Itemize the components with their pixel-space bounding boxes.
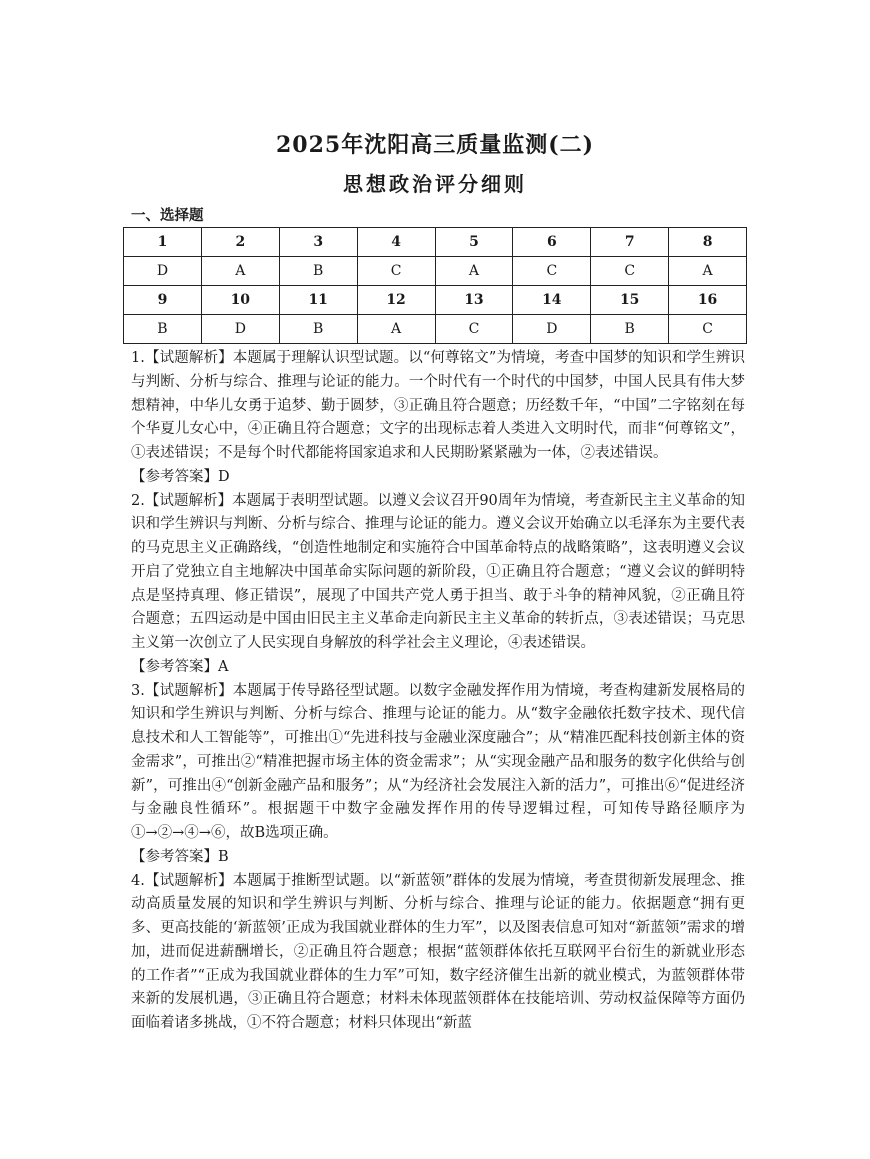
page-title: 2025年沈阳高三质量监测(二) xyxy=(275,132,595,158)
table-cell: D xyxy=(513,315,591,344)
page-subtitle: 思想政治评分细则 xyxy=(343,172,527,196)
table-cell: C xyxy=(513,257,591,286)
question-4-analysis: 4.【试题解析】本题属于推断型试题。以“新蓝领”群体的发展为情境，考查贯彻新发展理念、推动高质量发展的知识和学生辨识与判断、分析与综合、推理与论证的能力。依据题意“拥有更多、更高技能的‘新蓝领’正成为我国就业群体的生力军”，以及图表信息可知对“新蓝领”需求的增加，进而促进薪酬增长，②正确且符合题意；根据“蓝领群体依托互联网平台衍生的新就业形态的工作者”“正成为我国就业群体的生力军”可知，数字经济催生出新的就业模式，为蓝领群体带来新的发展机遇，③正确且符合题意；材料未体现蓝领群体在技能培训、劳动权益保障等方面仍面临着诸多挑战，①不符合题意；材料只体现出“新蓝 xyxy=(131,872,745,1031)
section-heading: 一、选择题 xyxy=(131,207,204,224)
table-cell: C xyxy=(435,315,513,344)
table-cell: A xyxy=(201,257,279,286)
table-cell: 1 xyxy=(124,228,202,257)
question-1-answer: 【参考答案】D xyxy=(131,468,230,485)
table-cell: 15 xyxy=(591,286,669,315)
table-cell: C xyxy=(669,315,747,344)
table-cell: C xyxy=(591,257,669,286)
table-cell: 5 xyxy=(435,228,513,257)
table-cell: A xyxy=(435,257,513,286)
table-cell: A xyxy=(357,315,435,344)
table-cell: B xyxy=(279,315,357,344)
question-3-analysis: 3.【试题解析】本题属于传导路径型试题。以数字金融发挥作用为情境，考查构建新发展格局的知识和学生辨识与判断、分析与综合、推理与论证的能力。从“数字金融依托数字技术、现代信息技术和人工智能等”，可推出①“先进科技与金融业深度融合”；从“精准匹配科技创新主体的资金需求”，可推出②“精准把握市场主体的资金需求”；从“实现金融产品和服务的数字化供给与创新”，可推出④“创新金融产品和服务”；从“为经济社会发展注入新的活力”，可推出⑥“促进经济与金融良性循环”。根据题干中数字金融发挥作用的传导逻辑过程，可知传导路径顺序为①→②→④→⑥，故B选项正确。 xyxy=(131,682,745,841)
table-cell: 8 xyxy=(669,228,747,257)
table-cell: A xyxy=(669,257,747,286)
table-cell: 4 xyxy=(357,228,435,257)
table-cell: B xyxy=(591,315,669,344)
table-cell: 3 xyxy=(279,228,357,257)
explanation-body xyxy=(131,347,745,1036)
answer-table xyxy=(123,227,747,344)
table-row xyxy=(124,315,747,344)
table-cell: 11 xyxy=(279,286,357,315)
table-cell: 9 xyxy=(124,286,202,315)
question-3-answer: 【参考答案】B xyxy=(131,848,229,865)
table-cell: 16 xyxy=(669,286,747,315)
table-cell: 14 xyxy=(513,286,591,315)
table-cell: D xyxy=(124,257,202,286)
question-2-analysis: 2.【试题解析】本题属于表明型试题。以遵义会议召开90周年为情境，考查新民主主义革命的知识和学生辨识与判断、分析与综合、推理与论证的能力。遵义会议开始确立以毛泽东为主要代表的马克思主义正确路线，“创造性地制定和实施符合中国革命特点的战略策略”，这表明遵义会议开启了党独立自主地解决中国革命实际问题的新阶段，①正确且符合题意；“遵义会议的鲜明特点是坚持真理、修正错误”，展现了中国共产党人勇于担当、敢于斗争的精神风貌，②正确且符合题意；五四运动是中国由旧民主主义革命走向新民主主义革命的转折点，③表述错误；马克思主义第一次创立了人民实现自身解放的科学社会主义理论，④表述错误。 xyxy=(131,492,745,651)
table-cell: D xyxy=(201,315,279,344)
table-cell: C xyxy=(357,257,435,286)
table-cell: 2 xyxy=(201,228,279,257)
question-1-analysis: 1.【试题解析】本题属于理解认识型试题。以“何尊铭文”为情境，考查中国梦的知识和学生辨识与判断、分析与综合、推理与论证的能力。一个时代有一个时代的中国梦，中国人民具有伟大梦想精神，中华儿女勇于追梦、勤于圆梦，③正确且符合题意；历经数千年，“中国”二字铭刻在每个华夏儿女心中，④正确且符合题意；文字的出现标志着人类进入文明时代，而非“何尊铭文”，①表述错误；不是每个时代都能将国家追求和人民期盼紧紧融为一体，②表述错误。 xyxy=(131,350,745,461)
table-row xyxy=(124,228,747,257)
table-cell: 12 xyxy=(357,286,435,315)
question-2-answer: 【参考答案】A xyxy=(131,658,229,675)
table-cell: 7 xyxy=(591,228,669,257)
table-cell: 10 xyxy=(201,286,279,315)
table-cell: 6 xyxy=(513,228,591,257)
table-row xyxy=(124,286,747,315)
table-cell: B xyxy=(279,257,357,286)
table-cell: B xyxy=(124,315,202,344)
table-cell: 13 xyxy=(435,286,513,315)
table-row xyxy=(124,257,747,286)
